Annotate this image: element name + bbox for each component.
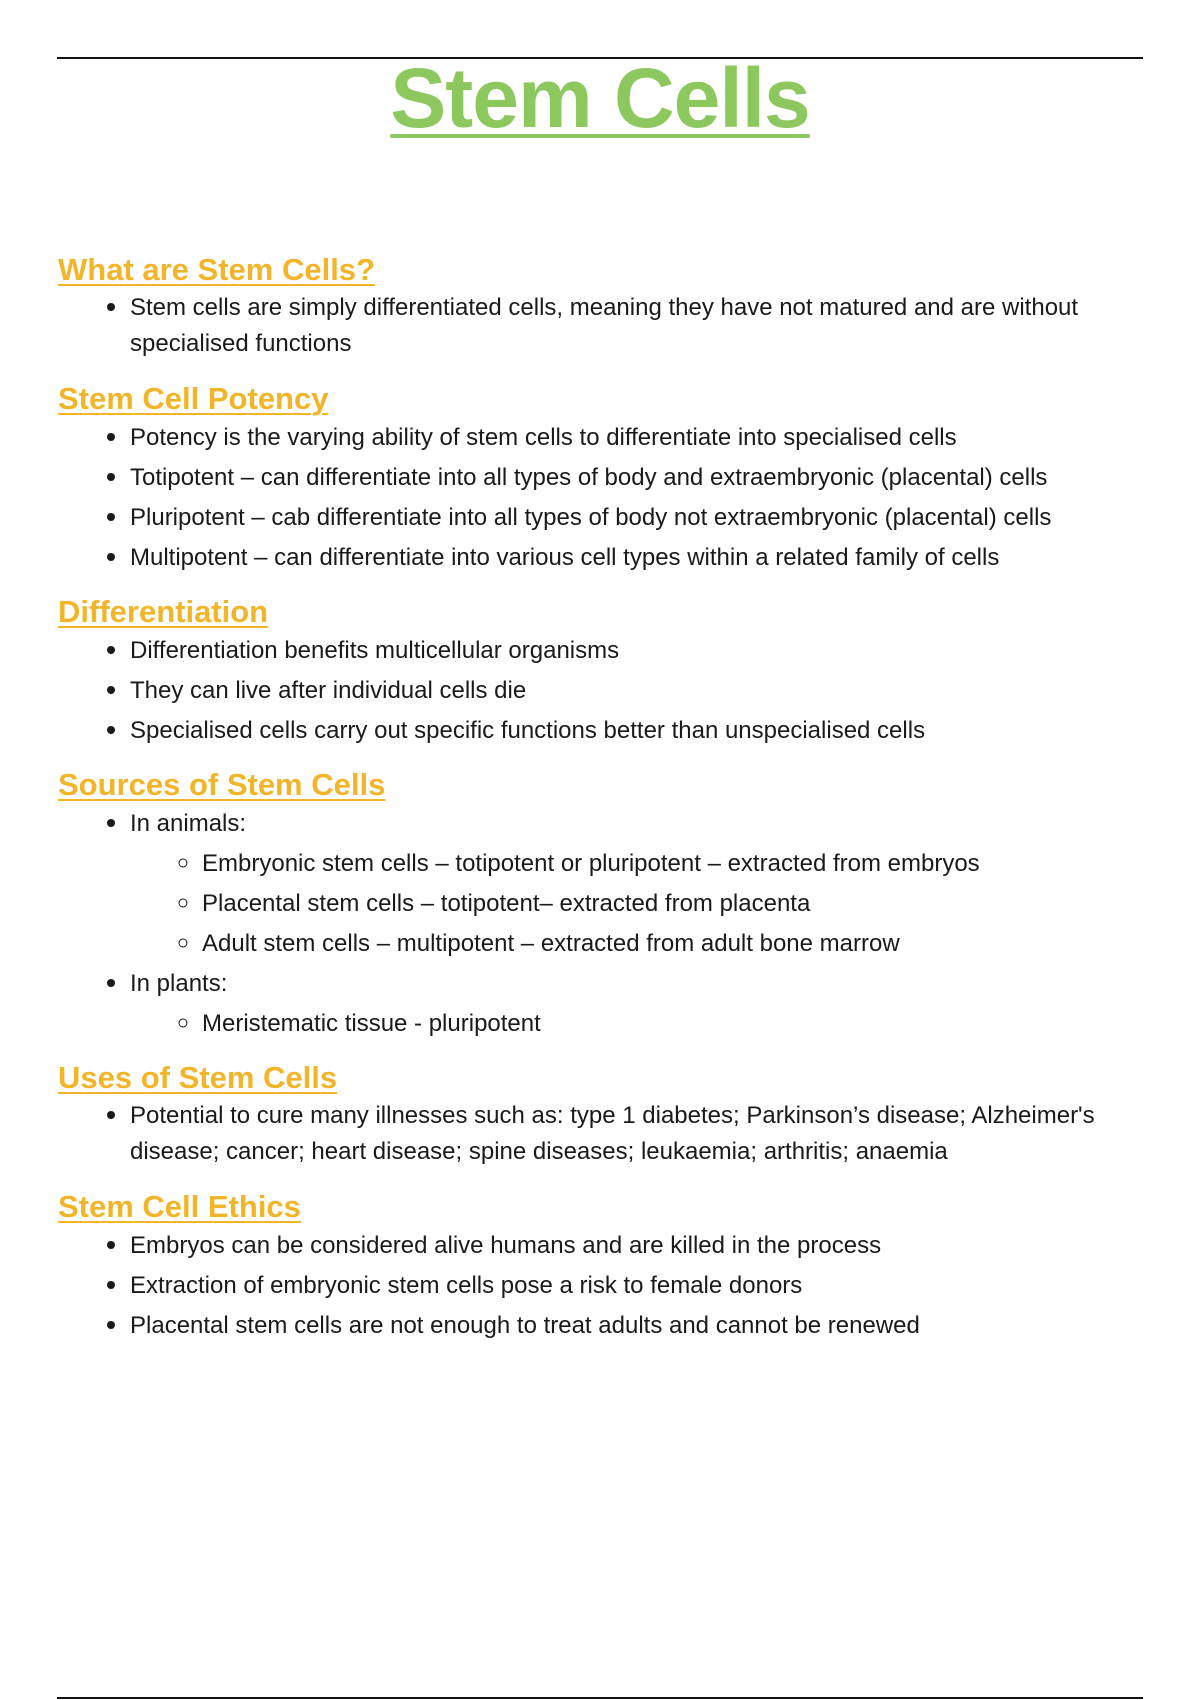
list-item (130, 963, 1148, 1043)
section-uses-of-stem-cells (58, 1060, 1148, 1170)
list-item: • Potential to cure many illnesses such as: type 1 diabetes; Parkinson’s disease; Alzheimer's disease; cancer; heart disease; spine diseases; leukaemia; arthritis; anaemia (130, 1096, 1148, 1170)
section-differentiation (58, 594, 1148, 750)
section-heading: Sources of Stem Cells (58, 767, 386, 802)
list-item: • Totipotent – can differentiate into all types of body and extraembryonic (placental) cells (130, 457, 1148, 497)
list-item: • Specialised cells carry out specific functions better than unspecialised cells (130, 710, 1148, 750)
bullet-list (58, 417, 1148, 577)
sub-list-item: ◦ Embryonic stem cells – totipotent or pluripotent – extracted from embryos (202, 843, 1148, 883)
group-label: In plants: (130, 970, 228, 997)
page-title (0, 48, 1200, 149)
list-item: • Embryos can be considered alive humans and are killed in the process (130, 1225, 1148, 1265)
section-heading: What are Stem Cells? (58, 252, 375, 287)
sub-list-item: ◦ Meristematic tissue - pluripotent (202, 1003, 1148, 1043)
page-title-text: Stem Cells (390, 51, 810, 145)
list-item: • They can live after individual cells die (130, 670, 1148, 710)
section-heading: Differentiation (58, 594, 269, 629)
bullet-list (58, 1225, 1148, 1345)
bullet-list (58, 288, 1148, 362)
group-label: In animals: (130, 810, 247, 837)
section-sources-of-stem-cells (58, 767, 1148, 1043)
list-item: • Multipotent – can differentiate into various cell types within a related family of cells (130, 537, 1148, 577)
bottom-rule (57, 1697, 1143, 1699)
list-item: • Differentiation benefits multicellular organisms (130, 630, 1148, 670)
section-stem-cell-ethics (58, 1189, 1148, 1345)
sub-list-item: ◦ Adult stem cells – multipotent – extracted from adult bone marrow (202, 923, 1148, 963)
list-item: • Potency is the varying ability of stem cells to differentiate into specialised cells (130, 417, 1148, 457)
document-body (58, 252, 1148, 1345)
list-item (130, 803, 1148, 963)
section-what-are-stem-cells (58, 252, 1148, 362)
bullet-list (58, 630, 1148, 750)
sub-list-item: ◦ Placental stem cells – totipotent– extracted from placenta (202, 883, 1148, 923)
section-heading: Stem Cell Potency (58, 381, 329, 416)
bullet-list (58, 1096, 1148, 1170)
bullet-list (58, 803, 1148, 1043)
section-stem-cell-potency (58, 381, 1148, 577)
sub-bullet-list (130, 843, 1148, 963)
list-item: • Stem cells are simply differentiated cells, meaning they have not matured and are without specialised functions (130, 288, 1148, 362)
section-heading: Stem Cell Ethics (58, 1189, 301, 1224)
section-heading: Uses of Stem Cells (58, 1060, 338, 1095)
sub-bullet-list (130, 1003, 1148, 1043)
list-item: • Pluripotent – cab differentiate into all types of body not extraembryonic (placental) cells (130, 497, 1148, 537)
list-item: • Extraction of embryonic stem cells pose a risk to female donors (130, 1265, 1148, 1305)
list-item: • Placental stem cells are not enough to treat adults and cannot be renewed (130, 1305, 1148, 1345)
